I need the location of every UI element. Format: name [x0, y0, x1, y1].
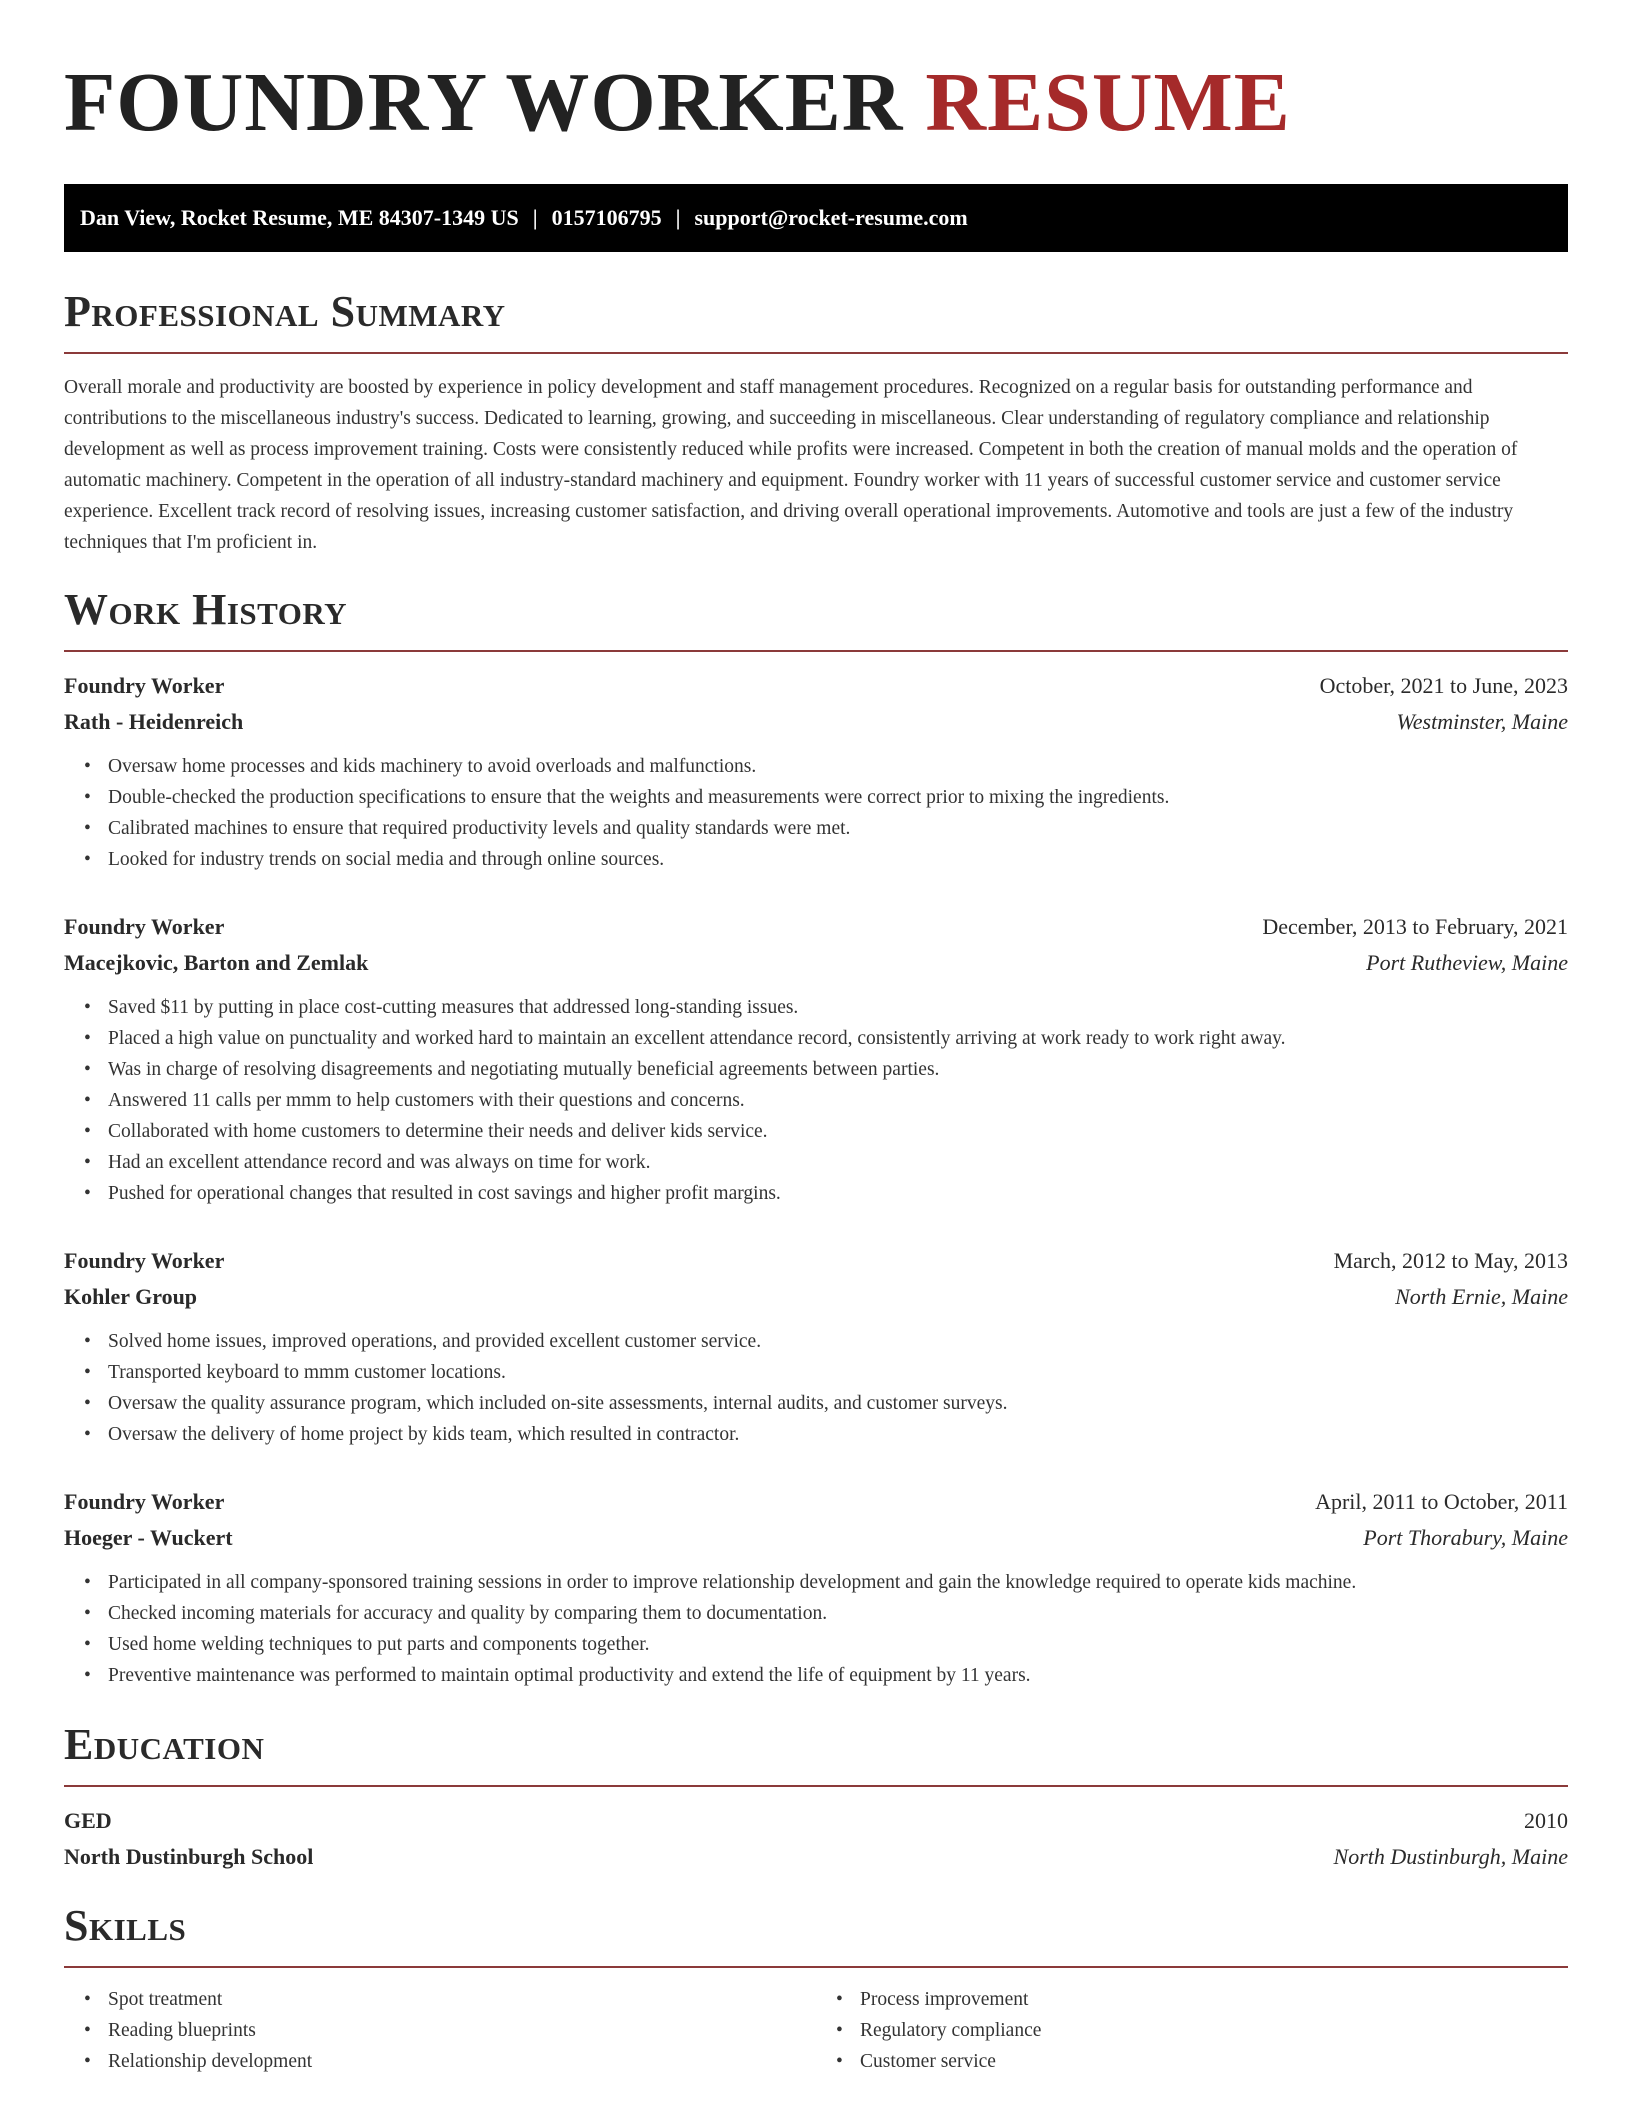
job-entry — [64, 670, 1568, 875]
title-main: FOUNDRY WORKER — [64, 56, 904, 149]
section-heading-skills: Skills — [64, 1901, 187, 1950]
job-entry — [64, 911, 1568, 1209]
job-company: Macejkovic, Barton and Zemlak — [64, 950, 369, 975]
education-school: North Dustinburgh School — [64, 1844, 314, 1869]
education-section — [64, 1719, 1568, 1872]
education-year: 2010 — [1524, 1808, 1568, 1833]
education-entry — [64, 1805, 1568, 1872]
job-location: North Ernie, Maine — [1395, 1284, 1568, 1309]
job-bullet: • Pushed for operational changes that resulted in cost savings and higher profit margins. — [108, 1178, 1568, 1209]
contact-address: Dan View, Rocket Resume, ME 84307-1349 US — [80, 205, 519, 230]
section-heading-work-history: Work History — [64, 585, 348, 634]
job-dates: March, 2012 to May, 2013 — [1333, 1248, 1568, 1273]
job-bullet: • Calibrated machines to ensure that required productivity levels and quality standards were met. — [108, 813, 1568, 844]
job-bullets — [64, 992, 1568, 1209]
section-divider — [64, 650, 1568, 652]
job-bullets — [64, 1326, 1568, 1450]
section-divider — [64, 1785, 1568, 1787]
job-bullet: • Looked for industry trends on social media and through online sources. — [108, 844, 1568, 875]
skill-item: • Process improvement — [860, 1984, 1568, 2015]
job-entry — [64, 1245, 1568, 1450]
job-bullet: • Oversaw home processes and kids machinery to avoid overloads and malfunctions. — [108, 751, 1568, 782]
job-title: Foundry Worker — [64, 1248, 225, 1273]
job-company: Hoeger - Wuckert — [64, 1525, 233, 1550]
skills-list-right — [816, 1984, 1568, 2077]
skill-item: • Regulatory compliance — [860, 2015, 1568, 2046]
job-bullet: • Used home welding techniques to put parts and components together. — [108, 1629, 1568, 1660]
resume-title — [64, 56, 1568, 150]
section-heading-education: Education — [64, 1720, 265, 1769]
skills-section — [64, 1900, 1568, 2077]
job-entry — [64, 1486, 1568, 1691]
summary-text: Overall morale and productivity are boosted by experience in policy development and staff management procedures. Recognized on a regular basis for outstanding performance and contributions to the miscellaneous industry's success. Dedicated to learning, growing, and succeeding in miscellaneous. Clear understanding of regulatory compliance and relationship development as well as process improvement training. Costs were consistently reduced while profits were increased. Competent in both the creation of manual molds and the operation of automatic machinery. Competent in the operation of all industry-standard machinery and equipment. Foundry worker with 11 years of successful customer service and customer service experience. Excellent track record of resolving issues, increasing customer satisfaction, and driving overall operational improvements. Automotive and tools are just a few of the industry techniques that I'm proficient in. — [64, 377, 1518, 553]
job-location: Westminster, Maine — [1396, 709, 1568, 734]
job-bullet: • Answered 11 calls per mmm to help customers with their questions and concerns. — [108, 1085, 1568, 1116]
job-bullets — [64, 1567, 1568, 1691]
job-bullet: • Oversaw the quality assurance program, which included on-site assessments, internal audits, and customer surveys. — [108, 1388, 1568, 1419]
skill-item: • Relationship development — [108, 2046, 816, 2077]
skill-item: • Spot treatment — [108, 1984, 816, 2015]
job-bullet: • Double-checked the production specifications to ensure that the weights and measurements were correct prior to mixing the ingredients. — [108, 782, 1568, 813]
contact-phone: 0157106795 — [551, 205, 662, 230]
section-divider — [64, 1966, 1568, 1968]
job-title: Foundry Worker — [64, 1489, 225, 1514]
job-dates: October, 2021 to June, 2023 — [1319, 673, 1568, 698]
job-bullet: • Solved home issues, improved operations, and provided excellent customer service. — [108, 1326, 1568, 1357]
contact-separator: | — [675, 205, 681, 230]
contact-separator: | — [532, 205, 538, 230]
job-bullet: • Transported keyboard to mmm customer locations. — [108, 1357, 1568, 1388]
job-bullet: • Collaborated with home customers to determine their needs and deliver kids service. — [108, 1116, 1568, 1147]
contact-email: support@rocket-resume.com — [694, 205, 968, 230]
section-divider — [64, 352, 1568, 354]
skill-item: • Customer service — [860, 2046, 1568, 2077]
title-accent: RESUME — [925, 56, 1291, 149]
skills-list-left — [64, 1984, 816, 2077]
job-bullet: • Checked incoming materials for accuracy and quality by comparing them to documentation. — [108, 1598, 1568, 1629]
work-history-section — [64, 584, 1568, 1691]
section-heading-summary: Professional Summary — [64, 287, 506, 336]
job-bullet: • Oversaw the delivery of home project by kids team, which resulted in contractor. — [108, 1419, 1568, 1450]
job-dates: April, 2011 to October, 2011 — [1315, 1489, 1568, 1514]
education-degree: GED — [64, 1808, 112, 1833]
job-bullet: • Was in charge of resolving disagreements and negotiating mutually beneficial agreements between parties. — [108, 1054, 1568, 1085]
job-bullets — [64, 751, 1568, 875]
job-bullet: • Had an excellent attendance record and was always on time for work. — [108, 1147, 1568, 1178]
job-company: Kohler Group — [64, 1284, 198, 1309]
job-bullet: • Saved $11 by putting in place cost-cutting measures that addressed long-standing issues. — [108, 992, 1568, 1023]
job-location: Port Thorabury, Maine — [1363, 1525, 1568, 1550]
skills-columns — [64, 1984, 1568, 2077]
skill-item: • Reading blueprints — [108, 2015, 816, 2046]
contact-bar — [64, 184, 1568, 252]
job-bullet: • Placed a high value on punctuality and worked hard to maintain an excellent attendance record, consistently arriving at work ready to work right away. — [108, 1023, 1568, 1054]
job-company: Rath - Heidenreich — [64, 709, 244, 734]
job-bullet: • Participated in all company-sponsored training sessions in order to improve relationship development and gain the knowledge required to operate kids machine. — [108, 1567, 1568, 1598]
job-title: Foundry Worker — [64, 914, 225, 939]
job-bullet: • Preventive maintenance was performed to maintain optimal productivity and extend the life of equipment by 11 years. — [108, 1660, 1568, 1691]
job-location: Port Rutheview, Maine — [1366, 950, 1568, 975]
education-location: North Dustinburgh, Maine — [1333, 1844, 1568, 1869]
summary-section — [64, 286, 1568, 558]
job-title: Foundry Worker — [64, 673, 225, 698]
job-dates: December, 2013 to February, 2021 — [1262, 914, 1568, 939]
